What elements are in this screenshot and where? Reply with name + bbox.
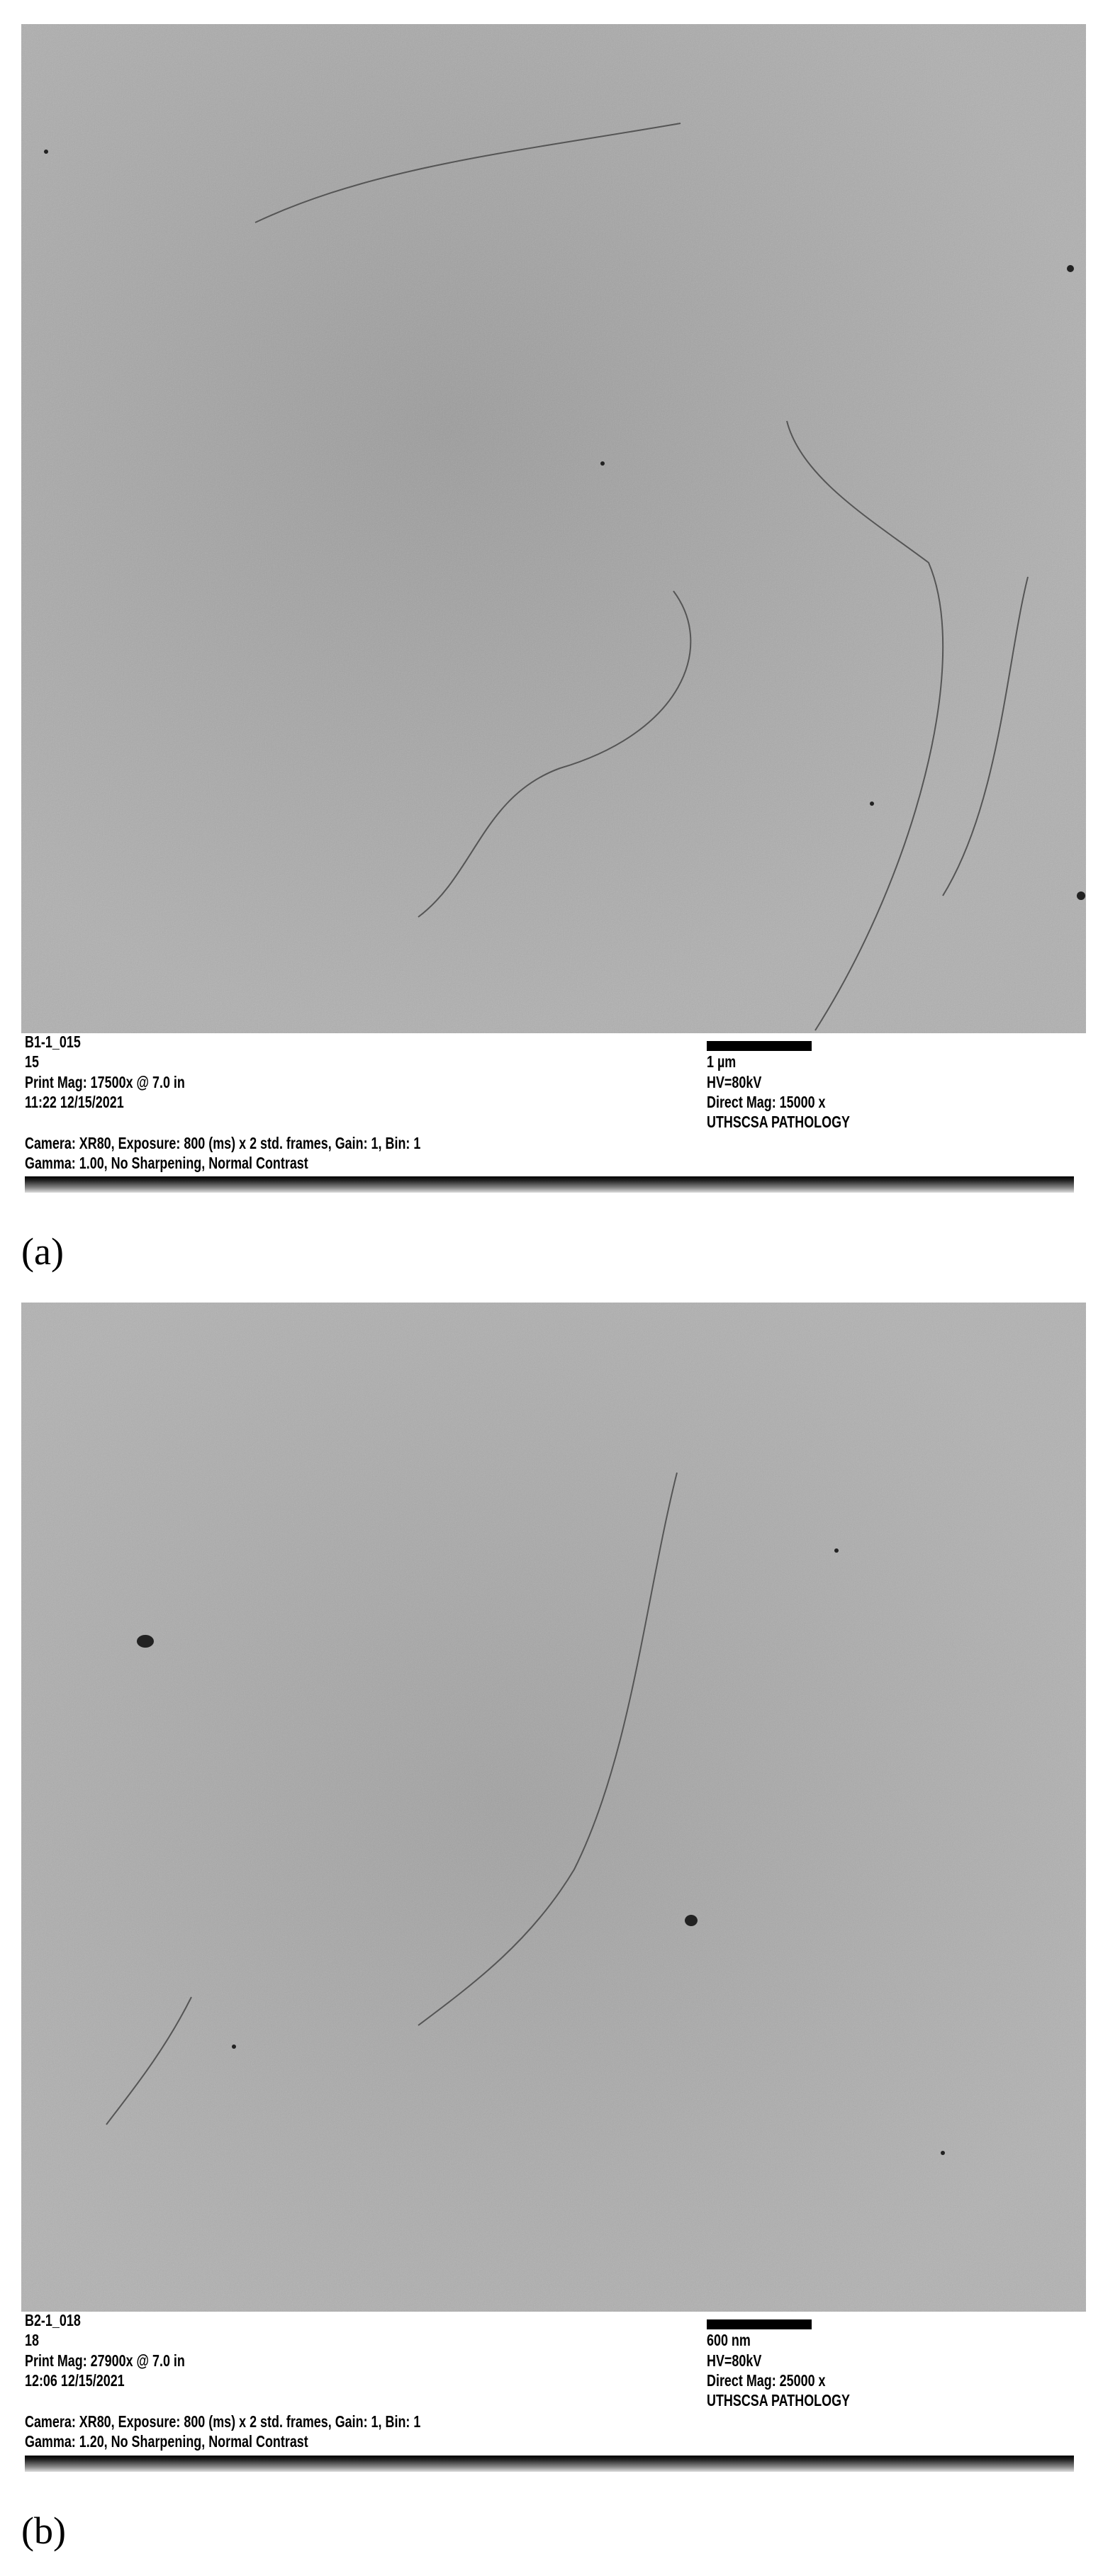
scale-label: 600 nm — [707, 2331, 751, 2349]
print-mag: Print Mag: 27900x @ 7.0 in — [25, 2351, 185, 2370]
micrograph-b — [21, 1303, 1086, 2312]
gamma-info: Gamma: 1.20, No Sharpening, Normal Contrast — [25, 2432, 308, 2451]
scale-bar — [707, 1041, 812, 1051]
image-id: B2-1_018 — [25, 2311, 81, 2329]
scale-bar — [707, 2319, 812, 2329]
datetime: 11:22 12/15/2021 — [25, 1093, 124, 1111]
panel-label-a: (a) — [21, 1230, 64, 1273]
gamma-info: Gamma: 1.00, No Sharpening, Normal Contrast — [25, 1154, 308, 1172]
datetime: 12:06 12/15/2021 — [25, 2371, 125, 2390]
hv: HV=80kV — [707, 1073, 762, 1091]
metadata-a — [0, 1032, 1103, 1174]
image-id: B1-1_015 — [25, 1033, 81, 1051]
scale-label: 1 µm — [707, 1052, 737, 1071]
gradient-bar — [25, 2456, 1074, 2472]
direct-mag: Direct Mag: 15000 x — [707, 1093, 826, 1111]
institution: UTHSCSA PATHOLOGY — [707, 1113, 850, 1131]
metadata-b — [0, 2310, 1103, 2452]
print-mag: Print Mag: 17500x @ 7.0 in — [25, 1073, 185, 1091]
hv: HV=80kV — [707, 2351, 762, 2370]
micrograph-a — [21, 24, 1086, 1033]
image-number: 15 — [25, 1052, 39, 1071]
direct-mag: Direct Mag: 25000 x — [707, 2371, 826, 2390]
camera-info: Camera: XR80, Exposure: 800 (ms) x 2 std. frames, Gain: 1, Bin: 1 — [25, 2412, 421, 2431]
panel-label-b: (b) — [21, 2509, 66, 2552]
camera-info: Camera: XR80, Exposure: 800 (ms) x 2 std. frames, Gain: 1, Bin: 1 — [25, 1134, 421, 1152]
institution: UTHSCSA PATHOLOGY — [707, 2391, 850, 2409]
gradient-bar — [25, 1176, 1074, 1193]
image-number: 18 — [25, 2331, 39, 2349]
